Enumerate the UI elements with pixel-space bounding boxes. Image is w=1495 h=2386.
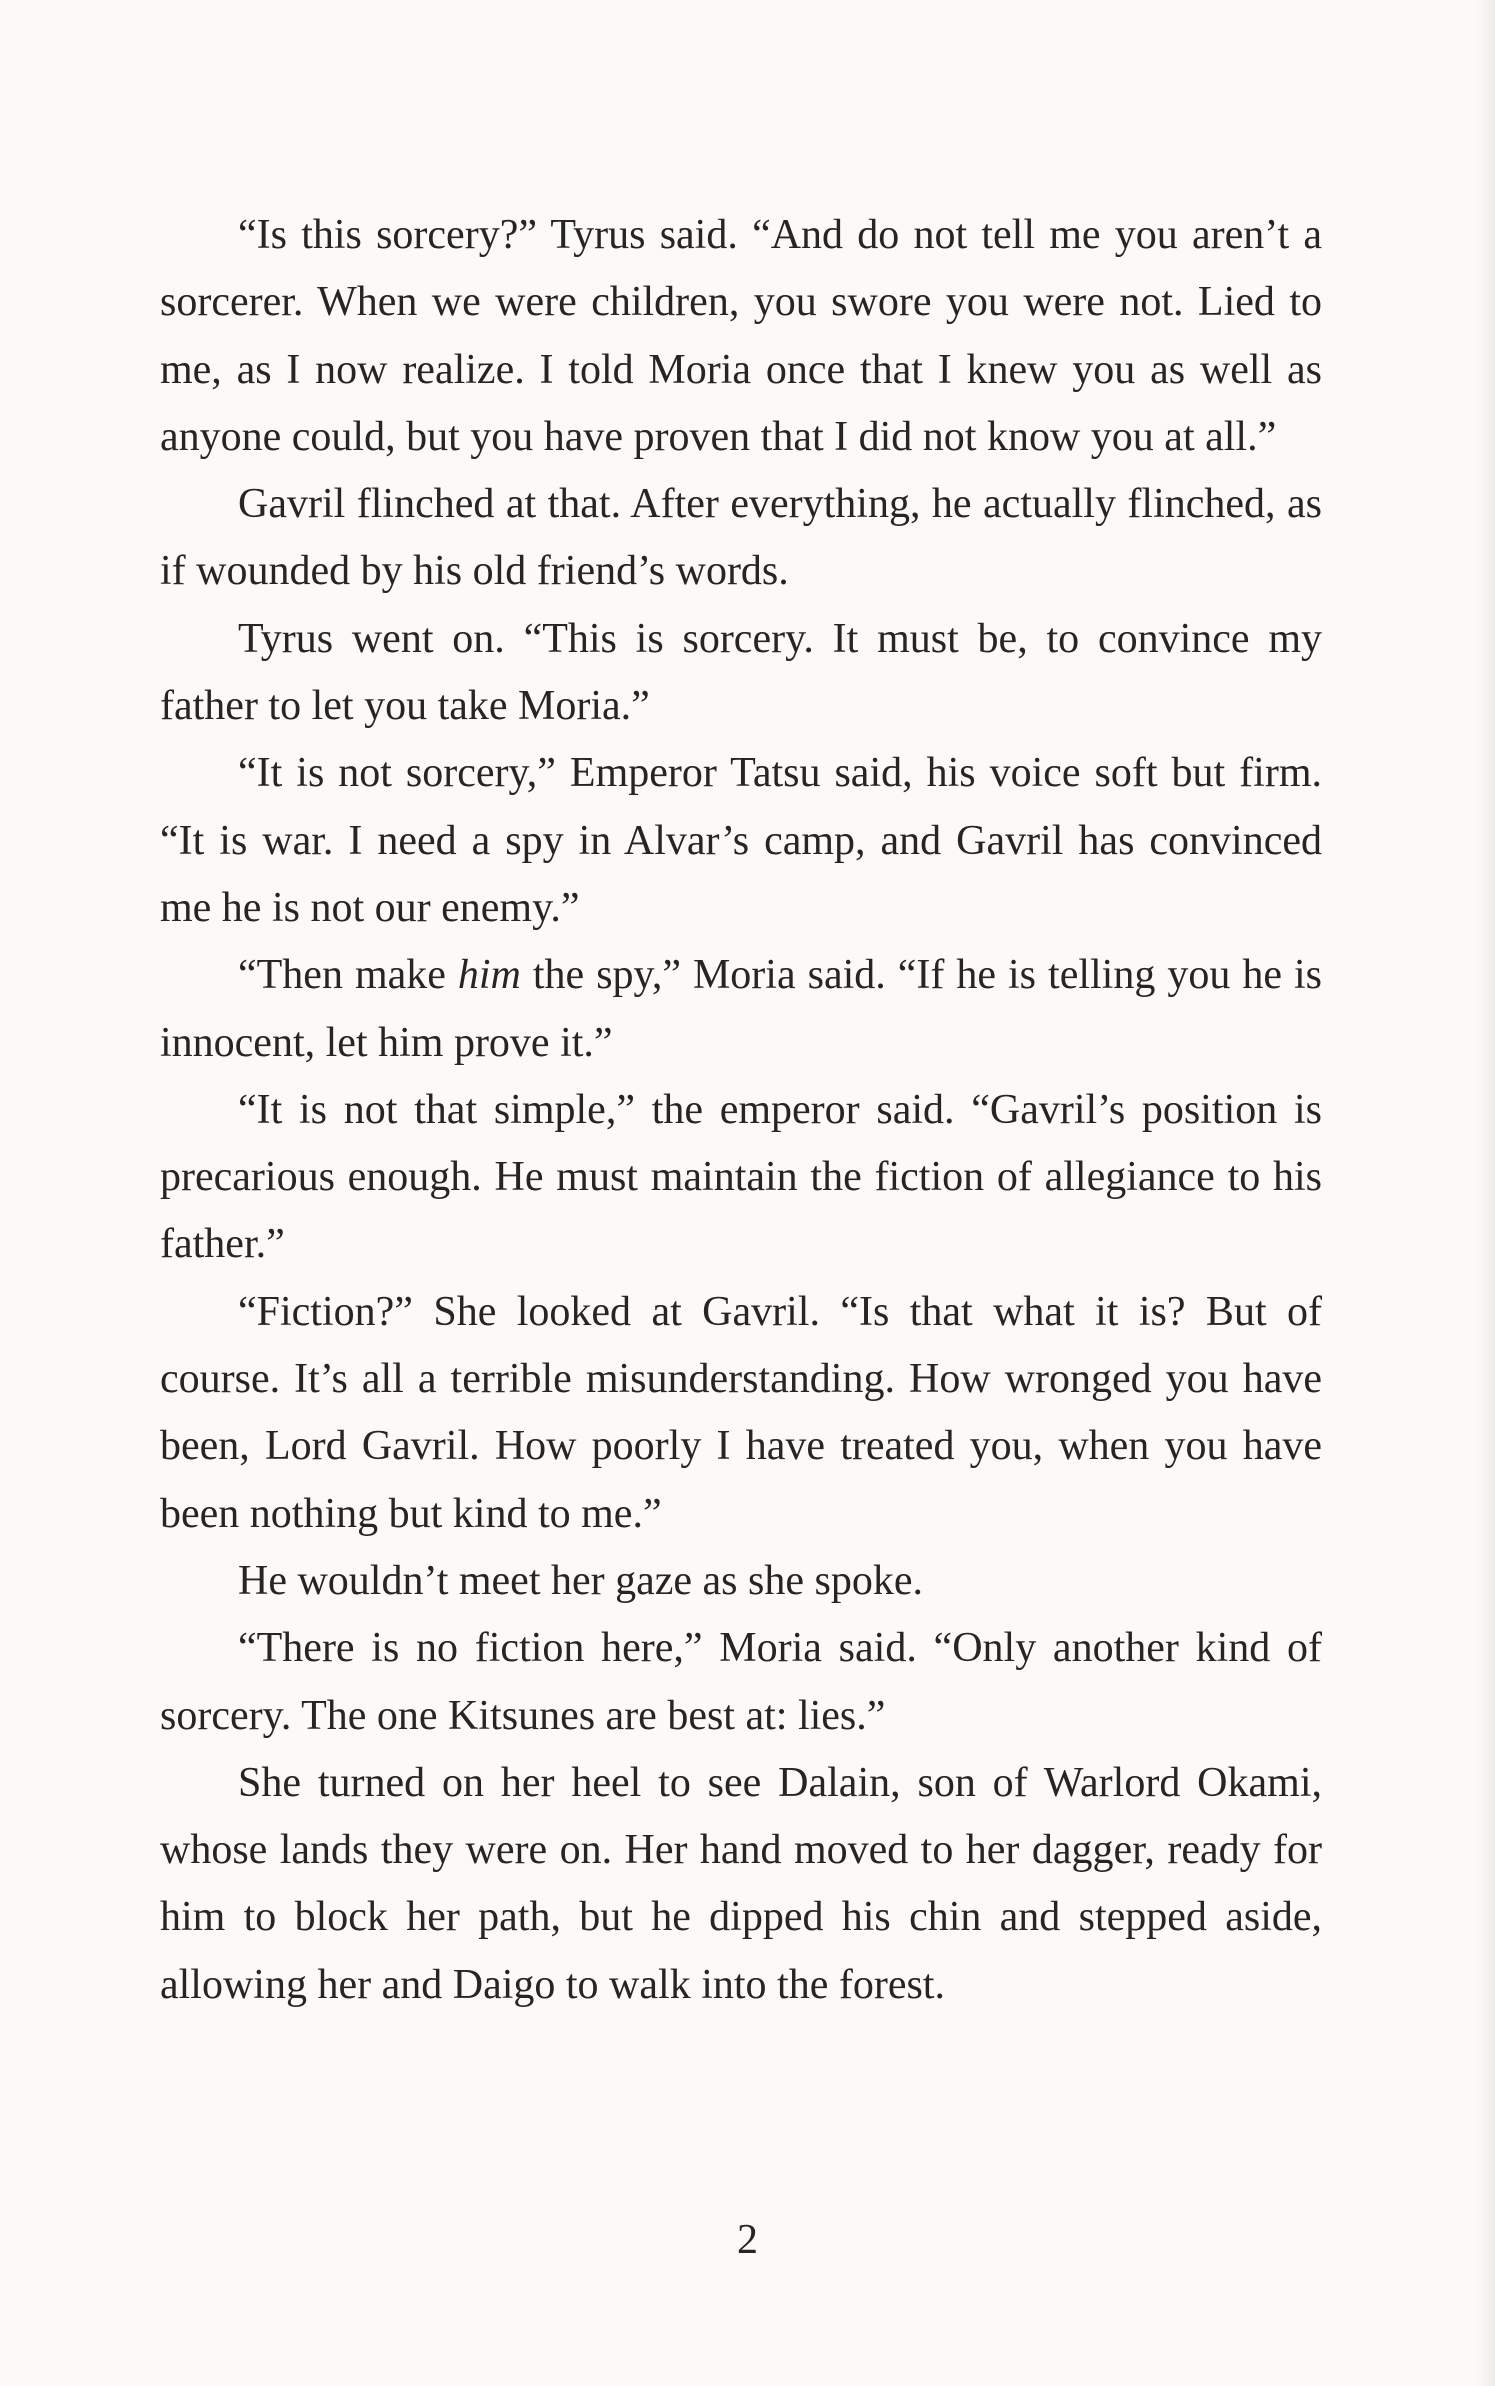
paragraph: “It is not that simple,” the emperor said. “Gavril’s position is precarious enough. He must maintain the fiction of allegiance to his father.” (160, 1086, 1322, 1268)
paragraph: “Fiction?” She looked at Gavril. “Is that what it is? But of course. It’s all a terrible misunderstanding. How wronged you have been, Lord Gavril. How poorly I have treated you, when you have been nothing but kind to me.” (160, 1288, 1322, 1537)
body-text (160, 202, 1322, 2019)
page-edge-shadow (1477, 0, 1495, 2386)
paragraph-text: “Then make (238, 952, 458, 999)
paragraph: “Is this sorcery?” Tyrus said. “And do not tell me you aren’t a sorcerer. When we were children, you swore you were not. Lied to me, as I now realize. I told Moria once that I knew you as well as anyone could, but you have proven that I did not know you at all.” (160, 212, 1322, 460)
paragraph: She turned on her heel to see Dalain, son of Warlord Okami, whose lands they were on. Her hand moved to her dagger, ready for him to block her path, but he dipped his chin and stepped aside, allowing her and Daigo to walk into the forest. (160, 1759, 1322, 2008)
paragraph: Gavril flinched at that. After everything, he actually flinched, as if wounded by his old friend’s words. (160, 481, 1322, 595)
italic-emphasis: him (457, 952, 521, 999)
paragraph (160, 942, 1322, 1077)
paragraph: He wouldn’t meet her gaze as she spoke. (238, 1557, 924, 1604)
paragraph: Tyrus went on. “This is sorcery. It must be, to convince my father to let you take Moria.” (160, 615, 1322, 730)
page-number: 2 (737, 2217, 758, 2263)
paragraph: “It is not sorcery,” Emperor Tatsu said, his voice soft but firm. “It is war. I need a spy in Alvar’s camp, and Gavril has convinced me he is not our enemy.” (160, 750, 1322, 931)
paragraph-text: the spy,” Moria said. “If he is telling you he is innocent, let him prove it.” (160, 952, 1322, 1066)
paragraph: “There is no fiction here,” Moria said. “Only another kind of sorcery. The one Kitsunes are best at: lies.” (160, 1625, 1322, 1739)
